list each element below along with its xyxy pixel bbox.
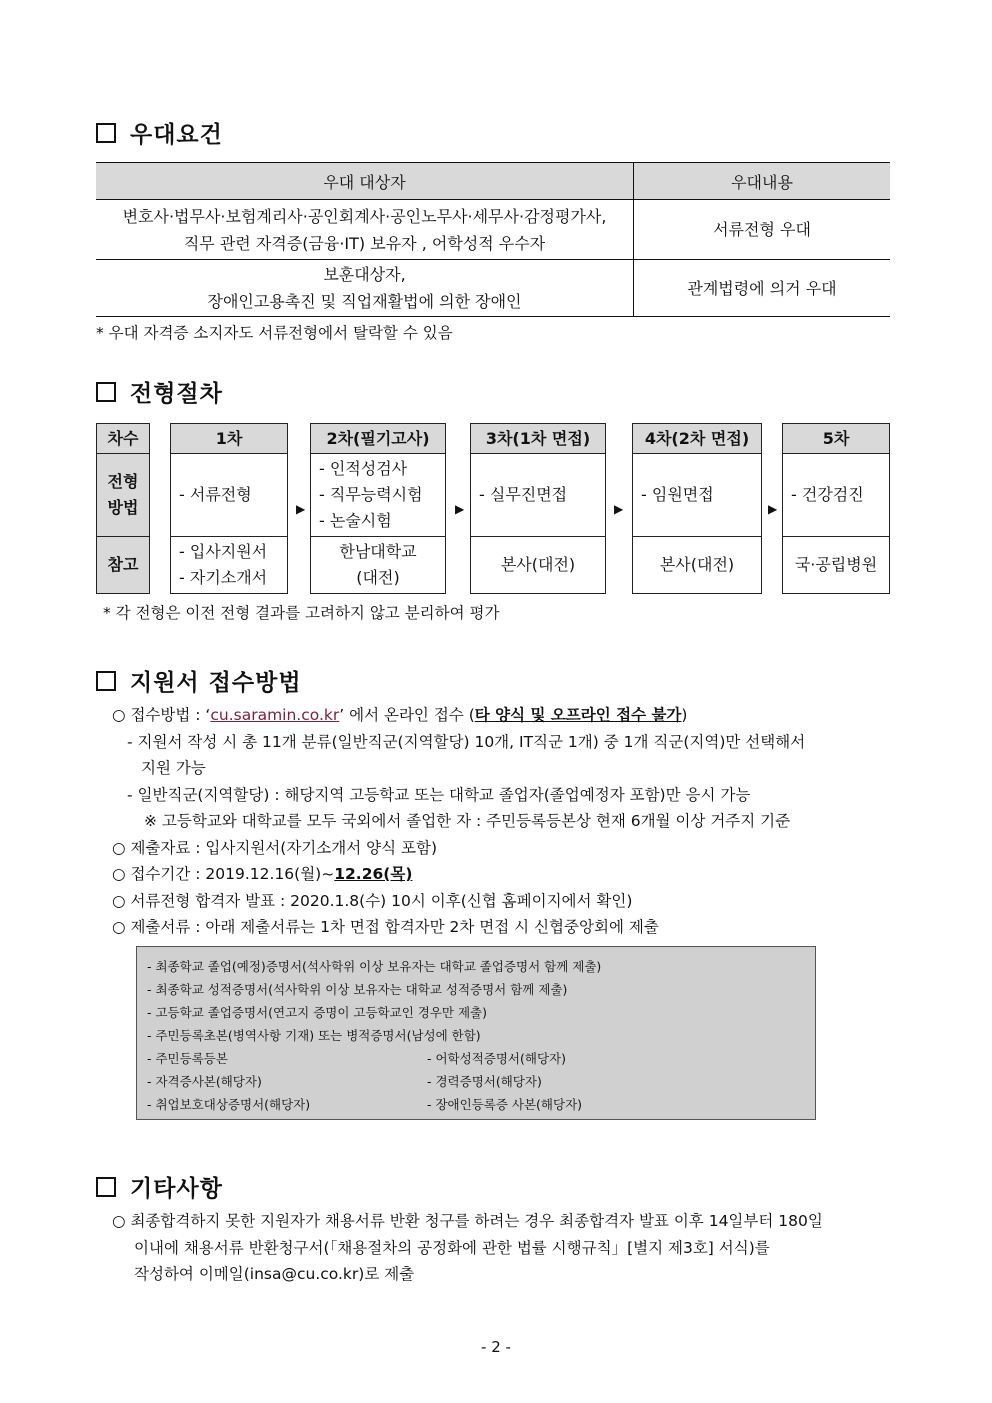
stage-2-method: - 인적성검사 - 직무능력시험 - 논술시험: [310, 453, 446, 537]
documents-line: ○ 제출서류 : 아래 제출서류는 1차 면접 합격자만 2차 면접 시 신협중앙회에 제출: [112, 918, 659, 936]
detail-line: - 지원서 작성 시 총 11개 분류(일반직군(지역할당) 10개, IT직군 1개) 중 1개 직군(지역)만 선택해서: [127, 733, 806, 751]
detail-line: ※ 고등학교와 대학교를 모두 국외에서 졸업한 자 : 주민등록등본상 현재 6개월 이상 거주지 기준: [144, 812, 791, 830]
list-item: - 자격증사본(해당자): [147, 1074, 262, 1089]
label-method: 전형 방법: [96, 453, 150, 537]
stage-2-header: 2차(필기고사): [310, 423, 446, 454]
detail-line: - 일반직군(지역할당) : 해당지역 고등학교 또는 대학교 졸업자(졸업예정자 포함)만 응시 가능: [127, 786, 751, 804]
process-note: * 각 전형은 이전 전형 결과를 고려하지 않고 분리하여 평가: [103, 604, 500, 622]
label-ref: 참고: [96, 536, 150, 594]
stage-3-ref: 본사(대전): [470, 536, 606, 594]
benefit-cell: 관계법령에 의거 우대: [634, 260, 891, 317]
required-documents-box: [136, 946, 816, 1120]
stage-3-header: 3차(1차 면접): [470, 423, 606, 454]
list-item: - 최종학교 졸업(예정)증명서(석사학위 이상 보유자는 대학교 졸업증명서 함께 제출): [147, 959, 602, 974]
target-cell: 보훈대상자, 장애인고용촉진 및 직업재활법에 의한 장애인: [96, 260, 634, 317]
section-title-application: 지원서 접수방법: [96, 664, 302, 697]
announcement-line: ○ 서류전형 합격자 발표 : 2020.1.8(수) 10시 이후(신협 홈페이지에서 확인): [112, 892, 633, 910]
arrow-right-icon: ▶: [296, 502, 306, 516]
arrow-right-icon: ▶: [768, 502, 778, 516]
detail-line: 지원 가능: [141, 759, 206, 777]
list-item: - 어학성적증명서(해당자): [427, 1051, 566, 1066]
stage-1-method: - 서류전형: [170, 453, 288, 537]
list-item: - 장애인등록증 사본(해당자): [427, 1097, 583, 1112]
section-title-misc: 기타사항: [96, 1170, 223, 1203]
preference-table: [96, 162, 890, 317]
target-cell: 변호사·법무사·보험계리사·공인회계사·공인노무사·세무사·감정평가사, 직무 관련 자격증(금융·IT) 보유자 , 어학성적 우수자: [96, 200, 634, 260]
misc-line: ○ 최종합격하지 못한 지원자가 채용서류 반환 청구를 하려는 경우 최종합격자 발표 이후 14일부터 180일: [112, 1212, 823, 1230]
stage-2-ref: 한남대학교 (대전): [310, 536, 446, 594]
checkbox-square-icon: [96, 671, 116, 691]
stage-1-ref: - 입사지원서 - 자기소개서: [170, 536, 288, 594]
list-item: - 주민등록등본: [147, 1051, 228, 1066]
saramin-link[interactable]: cu.saramin.co.kr: [210, 706, 340, 724]
stage-5-ref: 국·공립병원: [782, 536, 890, 594]
list-item: - 주민등록초본(병역사항 기재) 또는 병적증명서(남성에 한함): [147, 1028, 481, 1043]
list-item: - 취업보호대상증명서(해당자): [147, 1097, 311, 1112]
list-item: - 경력증명서(해당자): [427, 1074, 542, 1089]
label-stage: 차수: [96, 423, 150, 454]
list-item: - 고등학교 졸업증명서(연고지 증명이 고등학교인 경우만 제출): [147, 1005, 487, 1020]
section-title-process: 전형절차: [96, 375, 223, 408]
header-benefit: 우대내용: [634, 163, 891, 200]
arrow-right-icon: ▶: [455, 502, 465, 516]
table-row: [96, 260, 890, 317]
section-title-preference: 우대요건: [96, 116, 223, 149]
stage-5-method: - 건강검진: [782, 453, 890, 537]
stage-1-header: 1차: [170, 423, 288, 454]
application-method-line: ○ 접수방법 : ‘cu.saramin.co.kr’ 에서 온라인 접수 (타 양식 및 오프라인 접수 불가): [112, 706, 688, 724]
period-line: ○ 접수기간 : 2019.12.16(월)~12.26(목): [112, 865, 413, 883]
misc-line: 작성하여 이메일(insa@cu.co.kr)로 제출: [134, 1265, 415, 1283]
page-number: - 2 -: [481, 1338, 511, 1356]
table-row: [96, 200, 890, 260]
arrow-right-icon: ▶: [614, 502, 624, 516]
stage-3-method: - 실무진면접: [470, 453, 606, 537]
preference-note: * 우대 자격증 소지자도 서류전형에서 탈락할 수 있음: [96, 324, 453, 342]
stage-4-header: 4차(2차 면접): [632, 423, 762, 454]
benefit-cell: 서류전형 우대: [634, 200, 891, 260]
checkbox-square-icon: [96, 123, 116, 143]
stage-5-header: 5차: [782, 423, 890, 454]
header-target: 우대 대상자: [96, 163, 634, 200]
submission-line: ○ 제출자료 : 입사지원서(자기소개서 양식 포함): [112, 839, 437, 857]
stage-4-ref: 본사(대전): [632, 536, 762, 594]
misc-line: 이내에 채용서류 반환청구서(「채용절차의 공정화에 관한 법률 시행규칙」[별지 제3호] 서식)를: [134, 1239, 770, 1257]
checkbox-square-icon: [96, 1177, 116, 1197]
checkbox-square-icon: [96, 382, 116, 402]
stage-4-method: - 임원면접: [632, 453, 762, 537]
list-item: - 최종학교 성적증명서(석사학위 이상 보유자는 대학교 성적증명서 함께 제출): [147, 982, 568, 997]
